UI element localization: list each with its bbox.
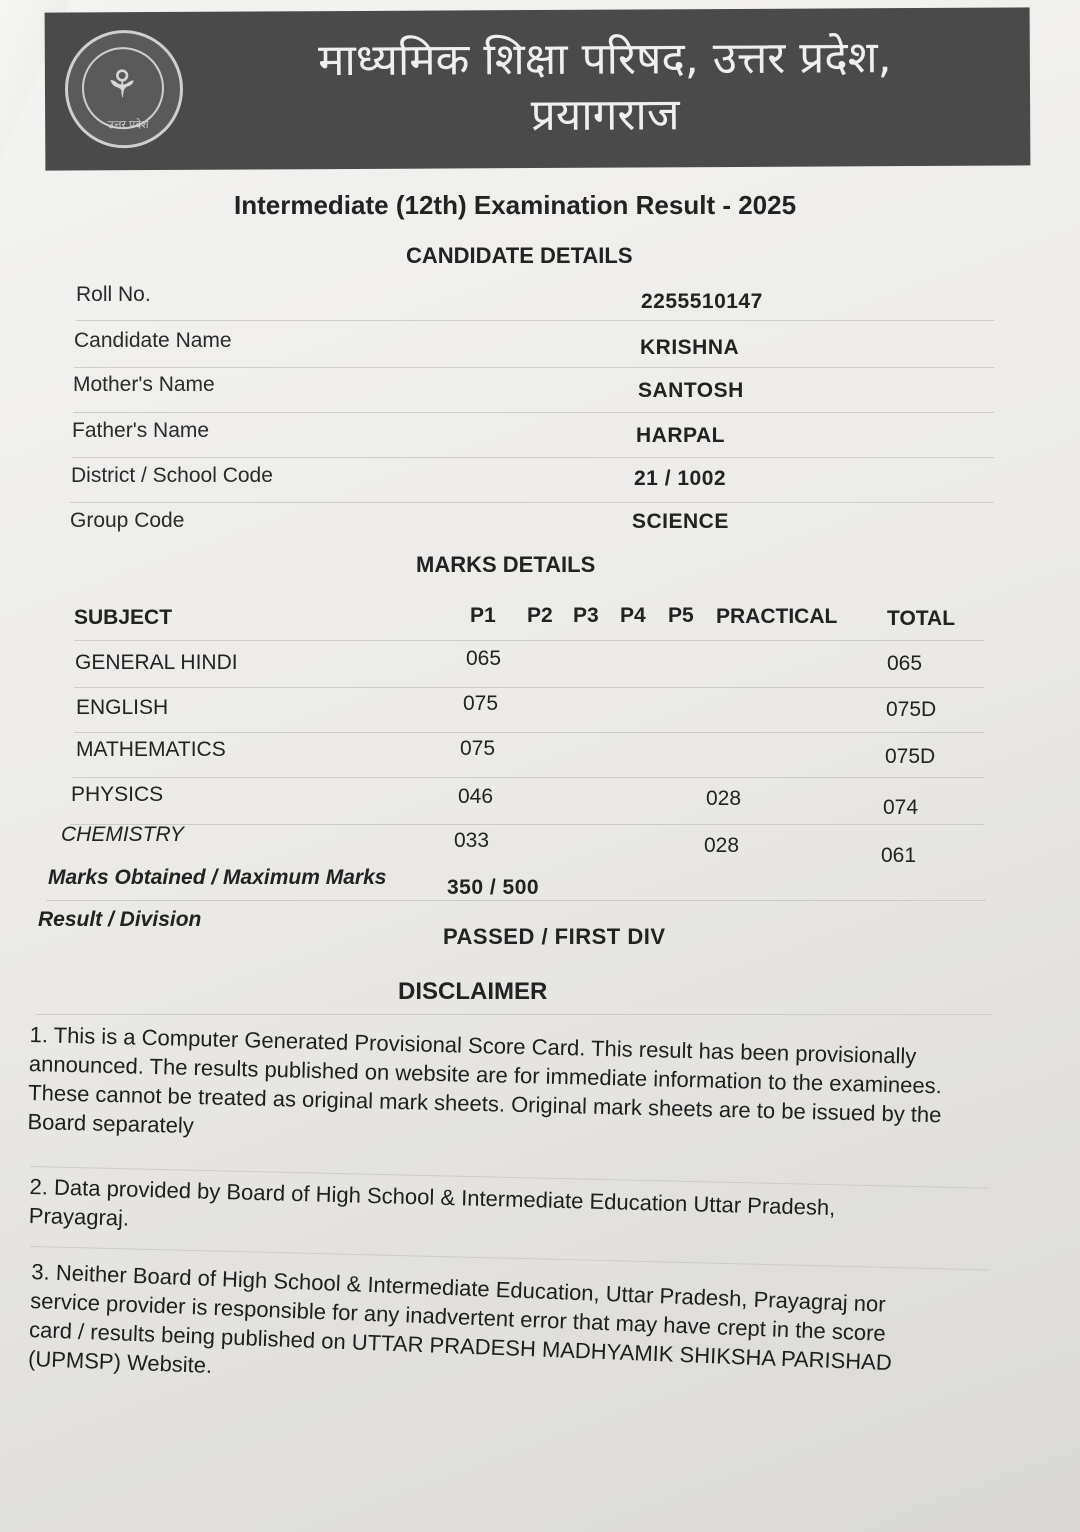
board-title <box>195 30 1016 146</box>
table-row-subject: GENERAL HINDI <box>75 651 238 674</box>
table-row-p1: 033 <box>454 829 490 852</box>
table-row-subject: ENGLISH <box>76 696 169 719</box>
mothers-name-value: SANTOSH <box>638 379 744 402</box>
col-p5: P5 <box>668 604 694 627</box>
col-p3: P3 <box>573 604 599 627</box>
table-row-p1: 075 <box>463 692 499 715</box>
result-division-value: PASSED / FIRST DIV <box>443 924 666 949</box>
disclaimer-item-1: 1. This is a Computer Generated Provisional Score Card. This result has been provisionally announced. The results published on website are for immediate information to the examinees. These cannot be treated as original mark sheets. Original mark sheets are to be issued by the Board separately <box>27 1021 943 1139</box>
district-school-code-label: District / School Code <box>71 464 273 487</box>
table-row-subject: CHEMISTRY <box>61 823 184 846</box>
table-row-total: 075D <box>886 698 937 721</box>
result-division-label: Result / Division <box>38 908 202 931</box>
disclaimer-item-2: 2. Data provided by Board of High School & Intermediate Education Uttar Pradesh, Prayagraj. <box>28 1173 836 1231</box>
candidate-name-label: Candidate Name <box>74 329 232 352</box>
disclaimer-item-3: 3. Neither Board of High School & Intermediate Education, Uttar Pradesh, Prayagraj nor service provider is responsible for any inadvertent error that may have crept in the score card / results being published on UTTAR PRADESH MADHYAMIK SHIKSHA PARISHAD (UPMSP) Website. <box>27 1258 893 1378</box>
table-row-practical: 028 <box>706 787 742 810</box>
marks-details-heading: MARKS DETAILS <box>416 552 596 577</box>
roll-no-value: 2255510147 <box>641 290 763 313</box>
exam-title: Intermediate (12th) Examination Result - 2025 <box>234 190 797 220</box>
fathers-name-value: HARPAL <box>636 424 725 447</box>
table-row-total: 074 <box>883 796 919 819</box>
table-row-p1: 065 <box>466 647 502 670</box>
col-practical: PRACTICAL <box>716 605 838 628</box>
fathers-name-label: Father's Name <box>72 419 210 442</box>
marks-obtained-label: Marks Obtained / Maximum Marks <box>48 866 387 889</box>
table-row-subject: MATHEMATICS <box>76 738 226 761</box>
table-row-subject: PHYSICS <box>71 783 164 806</box>
table-row-total: 065 <box>887 652 923 675</box>
group-code-label: Group Code <box>70 509 185 532</box>
district-school-code-value: 21 / 1002 <box>634 467 727 490</box>
marks-obtained-value: 350 / 500 <box>447 876 540 899</box>
table-row-practical: 028 <box>704 834 740 857</box>
candidate-name-value: KRISHNA <box>640 336 740 359</box>
board-seal-icon: ⚘ उत्तर प्रदेश <box>65 30 184 149</box>
col-p1: P1 <box>470 604 496 627</box>
board-header <box>45 7 1031 170</box>
group-code-value: SCIENCE <box>632 510 729 533</box>
table-row-p1: 046 <box>458 785 494 808</box>
board-title-line2: प्रयागराज <box>530 89 680 142</box>
mothers-name-label: Mother's Name <box>73 373 215 396</box>
col-p2: P2 <box>527 604 553 627</box>
col-subject: SUBJECT <box>74 606 173 629</box>
board-title-line1: माध्यमिक शिक्षा परिषद, उत्तर प्रदेश, <box>317 32 892 87</box>
roll-no-label: Roll No. <box>76 283 151 306</box>
disclaimer-heading: DISCLAIMER <box>398 978 548 1005</box>
col-total: TOTAL <box>887 607 956 630</box>
table-row-total: 075D <box>885 745 936 768</box>
table-row-total: 061 <box>881 844 917 867</box>
table-row-p1: 075 <box>460 737 496 760</box>
col-p4: P4 <box>620 604 646 627</box>
candidate-details-heading: CANDIDATE DETAILS <box>406 243 633 268</box>
